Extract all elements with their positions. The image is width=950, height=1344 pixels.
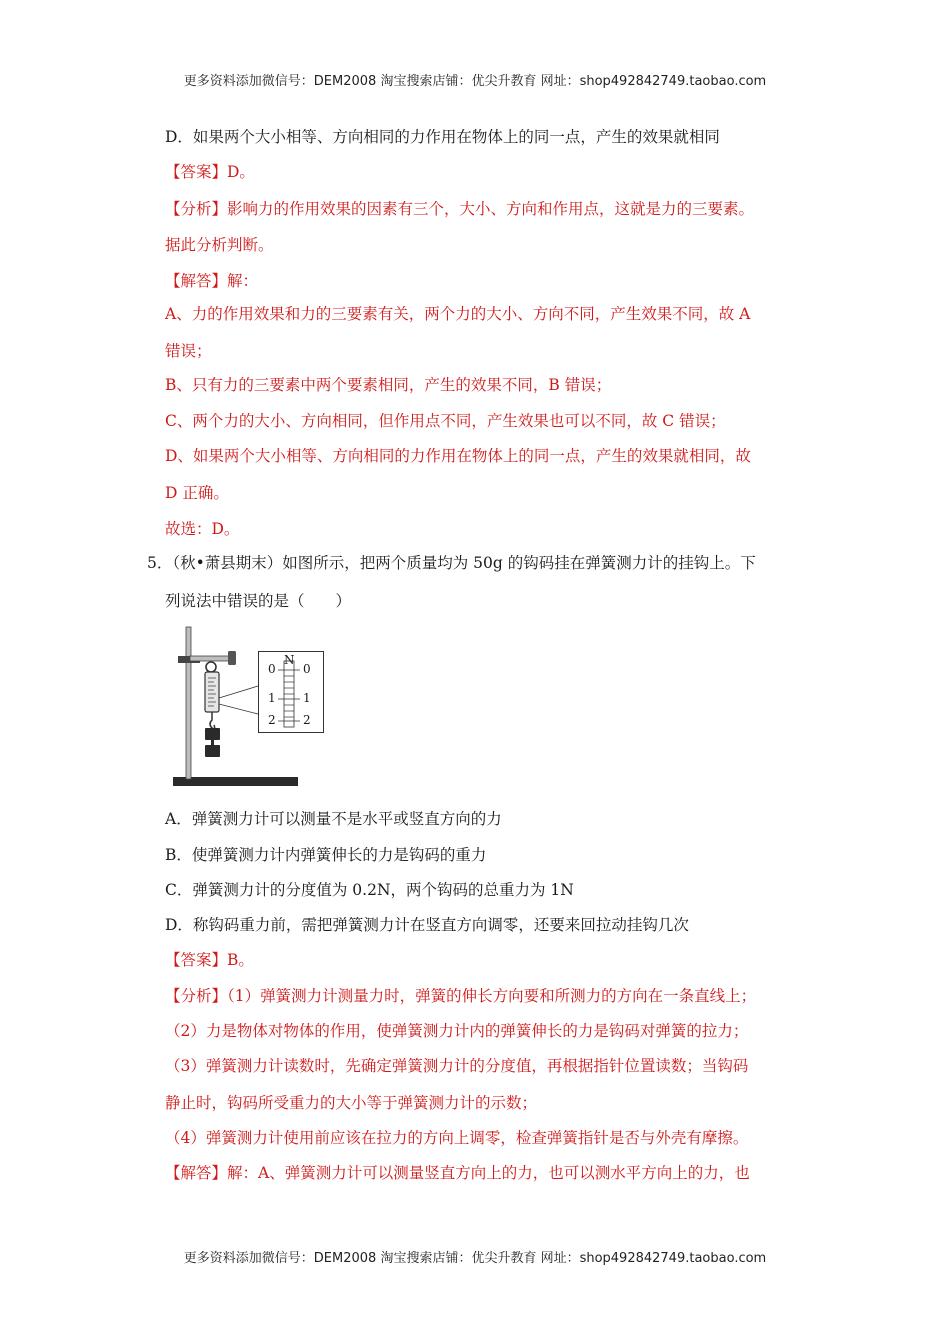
scale-right-0: 0	[303, 662, 311, 676]
page-footer: 更多资料添加微信号：DEM2008 淘宝搜索店铺：优尖升教育 网址：shop492842749.taobao.com	[183, 1251, 767, 1266]
q5-solution-line1: 【解答】解：A、弹簧测力计可以测量竖直方向上的力，也可以测水平方向上的力，也	[165, 1164, 750, 1182]
hook-weight-2	[205, 745, 220, 757]
page-header: 更多资料添加微信号：DEM2008 淘宝搜索店铺：优尖升教育 网址：shop492842749.taobao.com	[183, 74, 767, 89]
q5-stem-line1: 5．（秋•萧县期末）如图所示，把两个质量均为 50g 的钩码挂在弹簧测力计的挂钩上。下	[147, 554, 756, 572]
stand-base	[173, 777, 298, 786]
q4-analysis-line2: 据此分析判断。	[165, 236, 274, 254]
q5-answer: 【答案】B。	[165, 951, 254, 969]
scale-inset	[258, 651, 324, 733]
q4-solution-d-line1: D、如果两个大小相等、方向相同的力作用在物体上的同一点，产生的效果就相同，故	[165, 447, 751, 465]
q4-conclusion: 故选：D。	[165, 520, 240, 538]
q5-option-c: C．弹簧测力计的分度值为 0.2N，两个钩码的总重力为 1N	[165, 881, 574, 899]
q5-stem-line2: 列说法中错误的是（ ）	[165, 592, 352, 610]
hook-weight-1	[205, 728, 220, 740]
q4-analysis-line1: 【分析】影响力的作用效果的因素有三个，大小、方向和作用点，这就是力的三要素。	[165, 200, 755, 218]
q4-solution-d-line2: D 正确。	[165, 484, 229, 502]
leader-line-bottom	[219, 704, 258, 714]
q5-option-a: A．弹簧测力计可以测量不是水平或竖直方向的力	[165, 810, 502, 828]
q5-analysis-line2: （2）力是物体对物体的作用，使弹簧测力计内的弹簧伸长的力是钩码对弹簧的拉力；	[165, 1022, 749, 1040]
arm-knob	[228, 651, 236, 665]
leader-line-top	[219, 686, 258, 698]
stand-rod	[186, 627, 191, 779]
q5-analysis-line3: （3）弹簧测力计读数时，先确定弹簧测力计的分度值，再根据指针位置读数；当钩码	[165, 1057, 749, 1075]
q5-option-d: D．称钩码重力前，需把弹簧测力计在竖直方向调零，还要来回拉动挂钩几次	[165, 916, 689, 934]
hook	[210, 712, 215, 729]
scale-right-1: 1	[303, 691, 311, 705]
q4-option-d: D．如果两个大小相等、方向相同的力作用在物体上的同一点，产生的效果就相同	[165, 128, 720, 146]
q4-solution-a-line1: A、力的作用效果和力的三要素有关，两个力的大小、方向不同，产生效果不同，故 A	[165, 305, 751, 323]
q5-analysis-line1: 【分析】（1）弹簧测力计测量力时，弹簧的伸长方向要和所测力的方向在一条直线上；	[165, 987, 757, 1005]
scale-left-0: 0	[268, 662, 276, 676]
q5-analysis-line4: 静止时，钩码所受重力的大小等于弹簧测力计的示数；	[165, 1094, 538, 1112]
scale-left-1: 1	[268, 691, 276, 705]
q5-analysis-line5: （4）弹簧测力计使用前应该在拉力的方向上调零，检查弹簧指针是否与外壳有摩擦。	[165, 1129, 749, 1147]
q4-solution-title: 【解答】解：	[165, 272, 259, 290]
q4-solution-b: B、只有力的三要素中两个要素相同，产生的效果不同，B 错误；	[165, 376, 612, 394]
horizontal-arm	[190, 656, 230, 661]
q4-solution-a-line2: 错误；	[165, 342, 212, 360]
scale-left-2: 2	[268, 713, 276, 727]
q5-option-b: B．使弹簧测力计内弹簧伸长的力是钩码的重力	[165, 846, 487, 864]
weight-neck	[211, 740, 214, 745]
scale-unit: N	[284, 653, 295, 667]
hanger-ring	[206, 662, 216, 672]
q4-answer: 【答案】D。	[165, 163, 255, 181]
scale-right-2: 2	[303, 713, 311, 727]
q4-solution-c: C、两个力的大小、方向相同，但作用点不同，产生效果也可以不同，故 C 错误；	[165, 412, 726, 430]
